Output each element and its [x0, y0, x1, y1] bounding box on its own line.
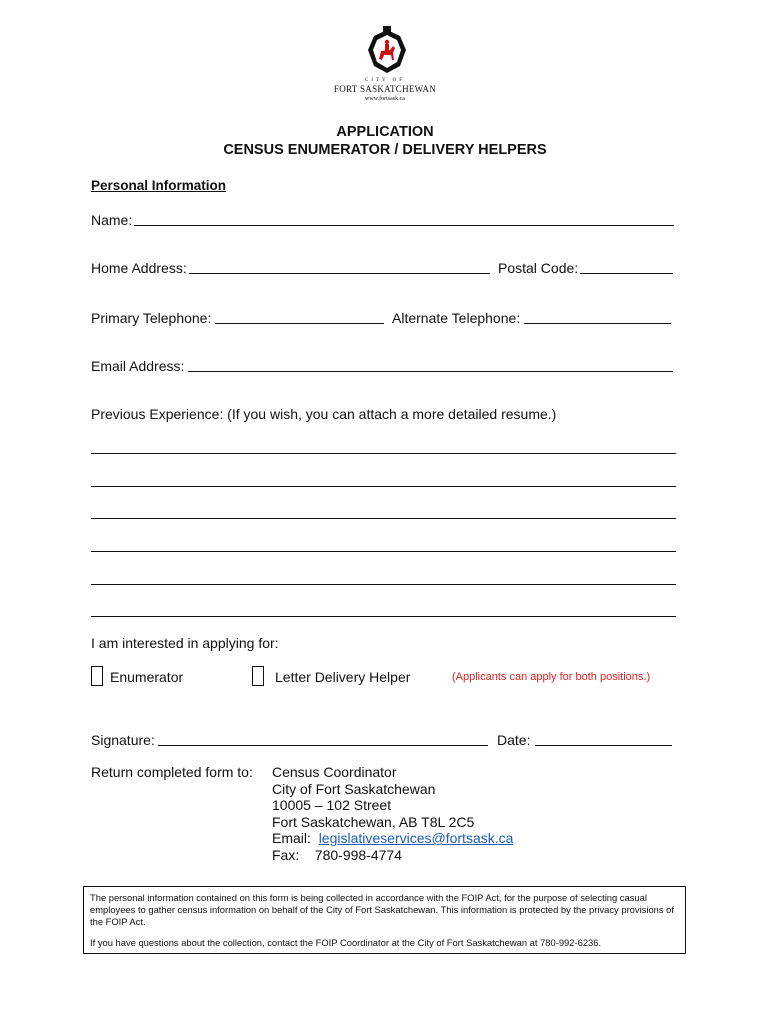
experience-line[interactable] [91, 616, 676, 617]
letter-delivery-helper-label: Letter Delivery Helper [275, 669, 411, 685]
return-label: Return completed form to: [91, 764, 253, 780]
primary-telephone-label: Primary Telephone: [91, 310, 212, 326]
city-name-text: FORT SASKATCHEWAN [333, 84, 437, 94]
letter-delivery-helper-checkbox[interactable] [252, 666, 264, 686]
signature-label: Signature: [91, 732, 155, 748]
return-address [272, 764, 513, 863]
section-heading: Personal Information [91, 178, 227, 193]
postal-code-label: Postal Code: [498, 260, 579, 276]
date-field[interactable] [535, 745, 672, 746]
email-link[interactable]: legislativeservices@fortsask.ca [318, 830, 514, 846]
email-field[interactable] [188, 371, 673, 372]
email-label: Email Address: [91, 358, 185, 374]
primary-telephone-field[interactable] [215, 323, 384, 324]
name-field[interactable] [134, 225, 674, 226]
enumerator-checkbox[interactable] [91, 666, 103, 686]
date-label: Date: [497, 732, 531, 748]
experience-line[interactable] [91, 486, 676, 487]
city-of-text: CITY OF [364, 78, 406, 83]
city-crest-logo [362, 26, 412, 84]
alternate-telephone-label: Alternate Telephone: [392, 310, 521, 326]
home-address-field[interactable] [189, 273, 490, 274]
privacy-notice-box [83, 886, 686, 954]
enumerator-label: Enumerator [110, 669, 184, 685]
address-line: City of Fort Saskatchewan [272, 780, 436, 797]
home-address-label: Home Address: [91, 260, 187, 276]
city-url-text: www.fortsask.ca [365, 96, 405, 102]
privacy-notice-text: The personal information contained on this form is being collected in accordance with the FOIP Act, for the purpose of selecting casual employees to gather census information on behalf of the City of Fort Saskatchewan. This information is protected by the privacy provisions of the FOIP Act. [90, 892, 674, 927]
positions-note: (Applicants can apply for both positions.) [452, 671, 651, 683]
alternate-telephone-field[interactable] [524, 323, 671, 324]
experience-line[interactable] [91, 453, 676, 454]
address-line: Fort Saskatchewan, AB T8L 2C5 [272, 813, 475, 830]
name-label: Name: [91, 212, 133, 228]
email-line-label: Email: [272, 830, 311, 846]
page-subtitle: CENSUS ENUMERATOR / DELIVERY HELPERS [223, 142, 547, 158]
foip-contact-text: If you have questions about the collection, contact the FOIP Coordinator at the City of Fort Saskatchewan at 780-992-6236. [90, 937, 602, 948]
experience-line[interactable] [91, 518, 676, 519]
fax-line [272, 847, 513, 864]
postal-code-field[interactable] [580, 273, 673, 274]
email-line [272, 830, 513, 847]
signature-field[interactable] [158, 745, 488, 746]
fax-number: 780-998-4774 [314, 846, 402, 863]
experience-line[interactable] [91, 551, 676, 552]
experience-line[interactable] [91, 584, 676, 585]
previous-experience-label: Previous Experience: (If you wish, you can attach a more detailed resume.) [91, 406, 557, 422]
address-line: 10005 – 102 Street [272, 797, 392, 813]
address-line: Census Coordinator [272, 764, 397, 780]
fax-label: Fax: [272, 846, 300, 863]
page-title: APPLICATION [336, 124, 434, 140]
positions-prompt: I am interested in applying for: [91, 635, 279, 651]
